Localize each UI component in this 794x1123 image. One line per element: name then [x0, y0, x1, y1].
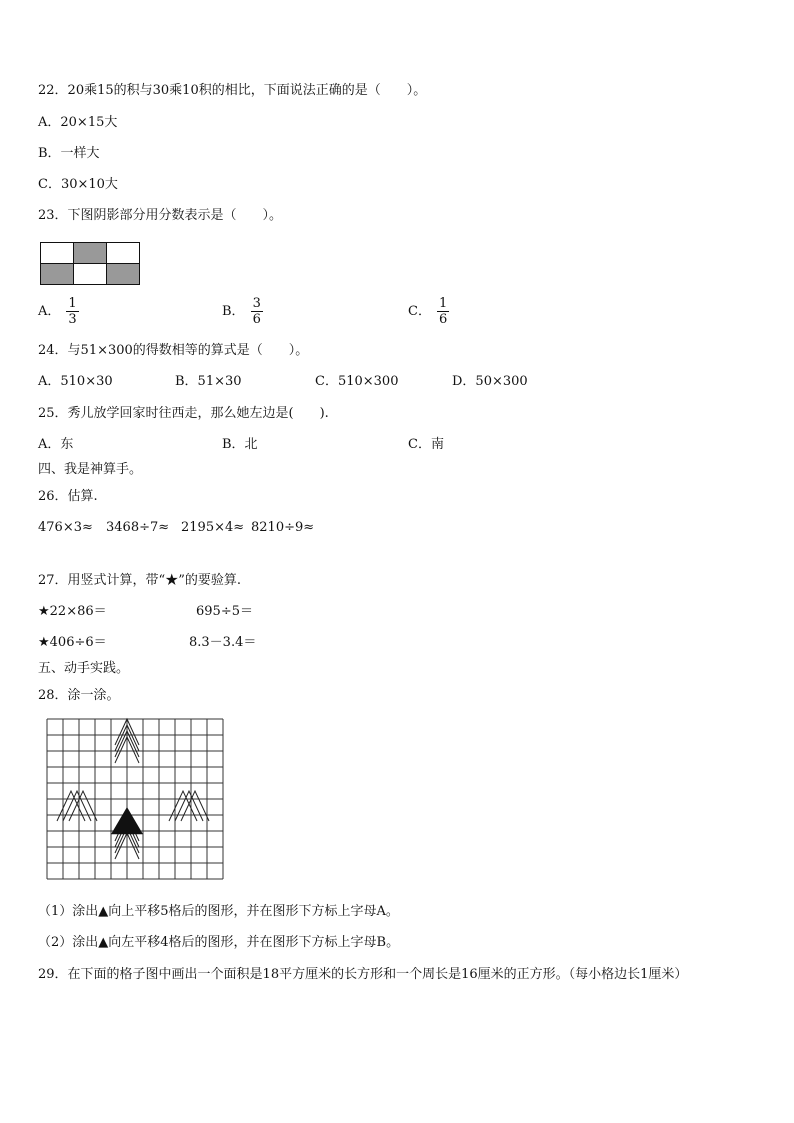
q23-option-c: C． $\frac{1}{6}$: [408, 296, 448, 327]
triangle-outline: [63, 791, 91, 821]
q27-stem: 27．用竖式计算，带“★”的要验算.: [38, 573, 241, 588]
q24-option-b: B．51×30: [175, 374, 242, 389]
fraction: $\frac{1}{6}$: [438, 296, 448, 327]
q27-item: ★22×86＝: [38, 604, 107, 619]
q23-shaded-grid: [40, 242, 140, 285]
grid-cell: [41, 264, 74, 285]
q26-item: 8210÷9≈: [251, 520, 315, 535]
grid-cell: [107, 243, 140, 264]
triangle-outline: [175, 791, 203, 821]
fraction: $\frac{1}{3}$: [68, 296, 77, 327]
q26-item: 3468÷7≈: [106, 520, 170, 535]
q22-option-b: B．一样大: [38, 146, 100, 161]
q22-option-a: A．20×15大: [38, 115, 118, 130]
fraction: $\frac{3}{6}$: [252, 296, 261, 327]
q24-option-d: D．50×300: [452, 374, 528, 389]
q23-option-b: B． $\frac{3}{6}$: [222, 296, 261, 327]
q26-stem: 26．估算.: [38, 489, 98, 504]
q25-stem: 25．秀儿放学回家时往西走，那么她左边是( ).: [38, 406, 329, 421]
section-heading-5: 五、动手实践。: [38, 661, 130, 676]
q25-option-b: B．北: [222, 437, 258, 452]
q26-item: 2195×4≈: [181, 520, 245, 535]
q27-item: 8.3－3.4＝: [189, 635, 257, 650]
q23-option-a: A． $\frac{1}{3}$: [38, 296, 77, 327]
q25-option-a: A．东: [38, 437, 74, 452]
black-triangle: [111, 807, 143, 834]
q28-stem: 28．涂一涂。: [38, 688, 120, 703]
q25-option-c: C．南: [408, 437, 444, 452]
q27-item: ★406÷6＝: [38, 635, 107, 650]
q27-item: 695÷5＝: [196, 604, 253, 619]
q28-sub1: （1）涂出▲向上平移5格后的图形，并在图形下方标上字母A。: [38, 904, 399, 919]
q24-stem: 24．与51×300的得数相等的算式是（ ）。: [38, 343, 309, 358]
q29-stem: 29．在下面的格子图中画出一个面积是18平方厘米的长方形和一个周长是16厘米的正方形。（每小格边长1厘米）: [38, 967, 688, 982]
grid-cell: [107, 264, 140, 285]
q26-item: 476×3≈: [38, 520, 93, 535]
q23-stem: 23．下图阴影部分用分数表示是（ ）。: [38, 208, 283, 223]
grid-cell: [74, 243, 107, 264]
q22-option-c: C．30×10大: [38, 177, 118, 192]
triangle-outline-group: [57, 719, 209, 859]
q22-stem: 22．20乘15的积与30乘10积的相比，下面说法正确的是（ ）。: [38, 83, 427, 98]
q24-option-a: A．510×30: [38, 374, 113, 389]
q28-sub2: （2）涂出▲向左平移4格后的图形，并在图形下方标上字母B。: [38, 935, 400, 950]
section-heading-4: 四、我是神算手。: [38, 462, 143, 477]
grid-cell: [74, 264, 107, 285]
q24-option-c: C．510×300: [315, 374, 399, 389]
grid-cell: [41, 243, 74, 264]
q28-translation-grid: [44, 716, 236, 888]
